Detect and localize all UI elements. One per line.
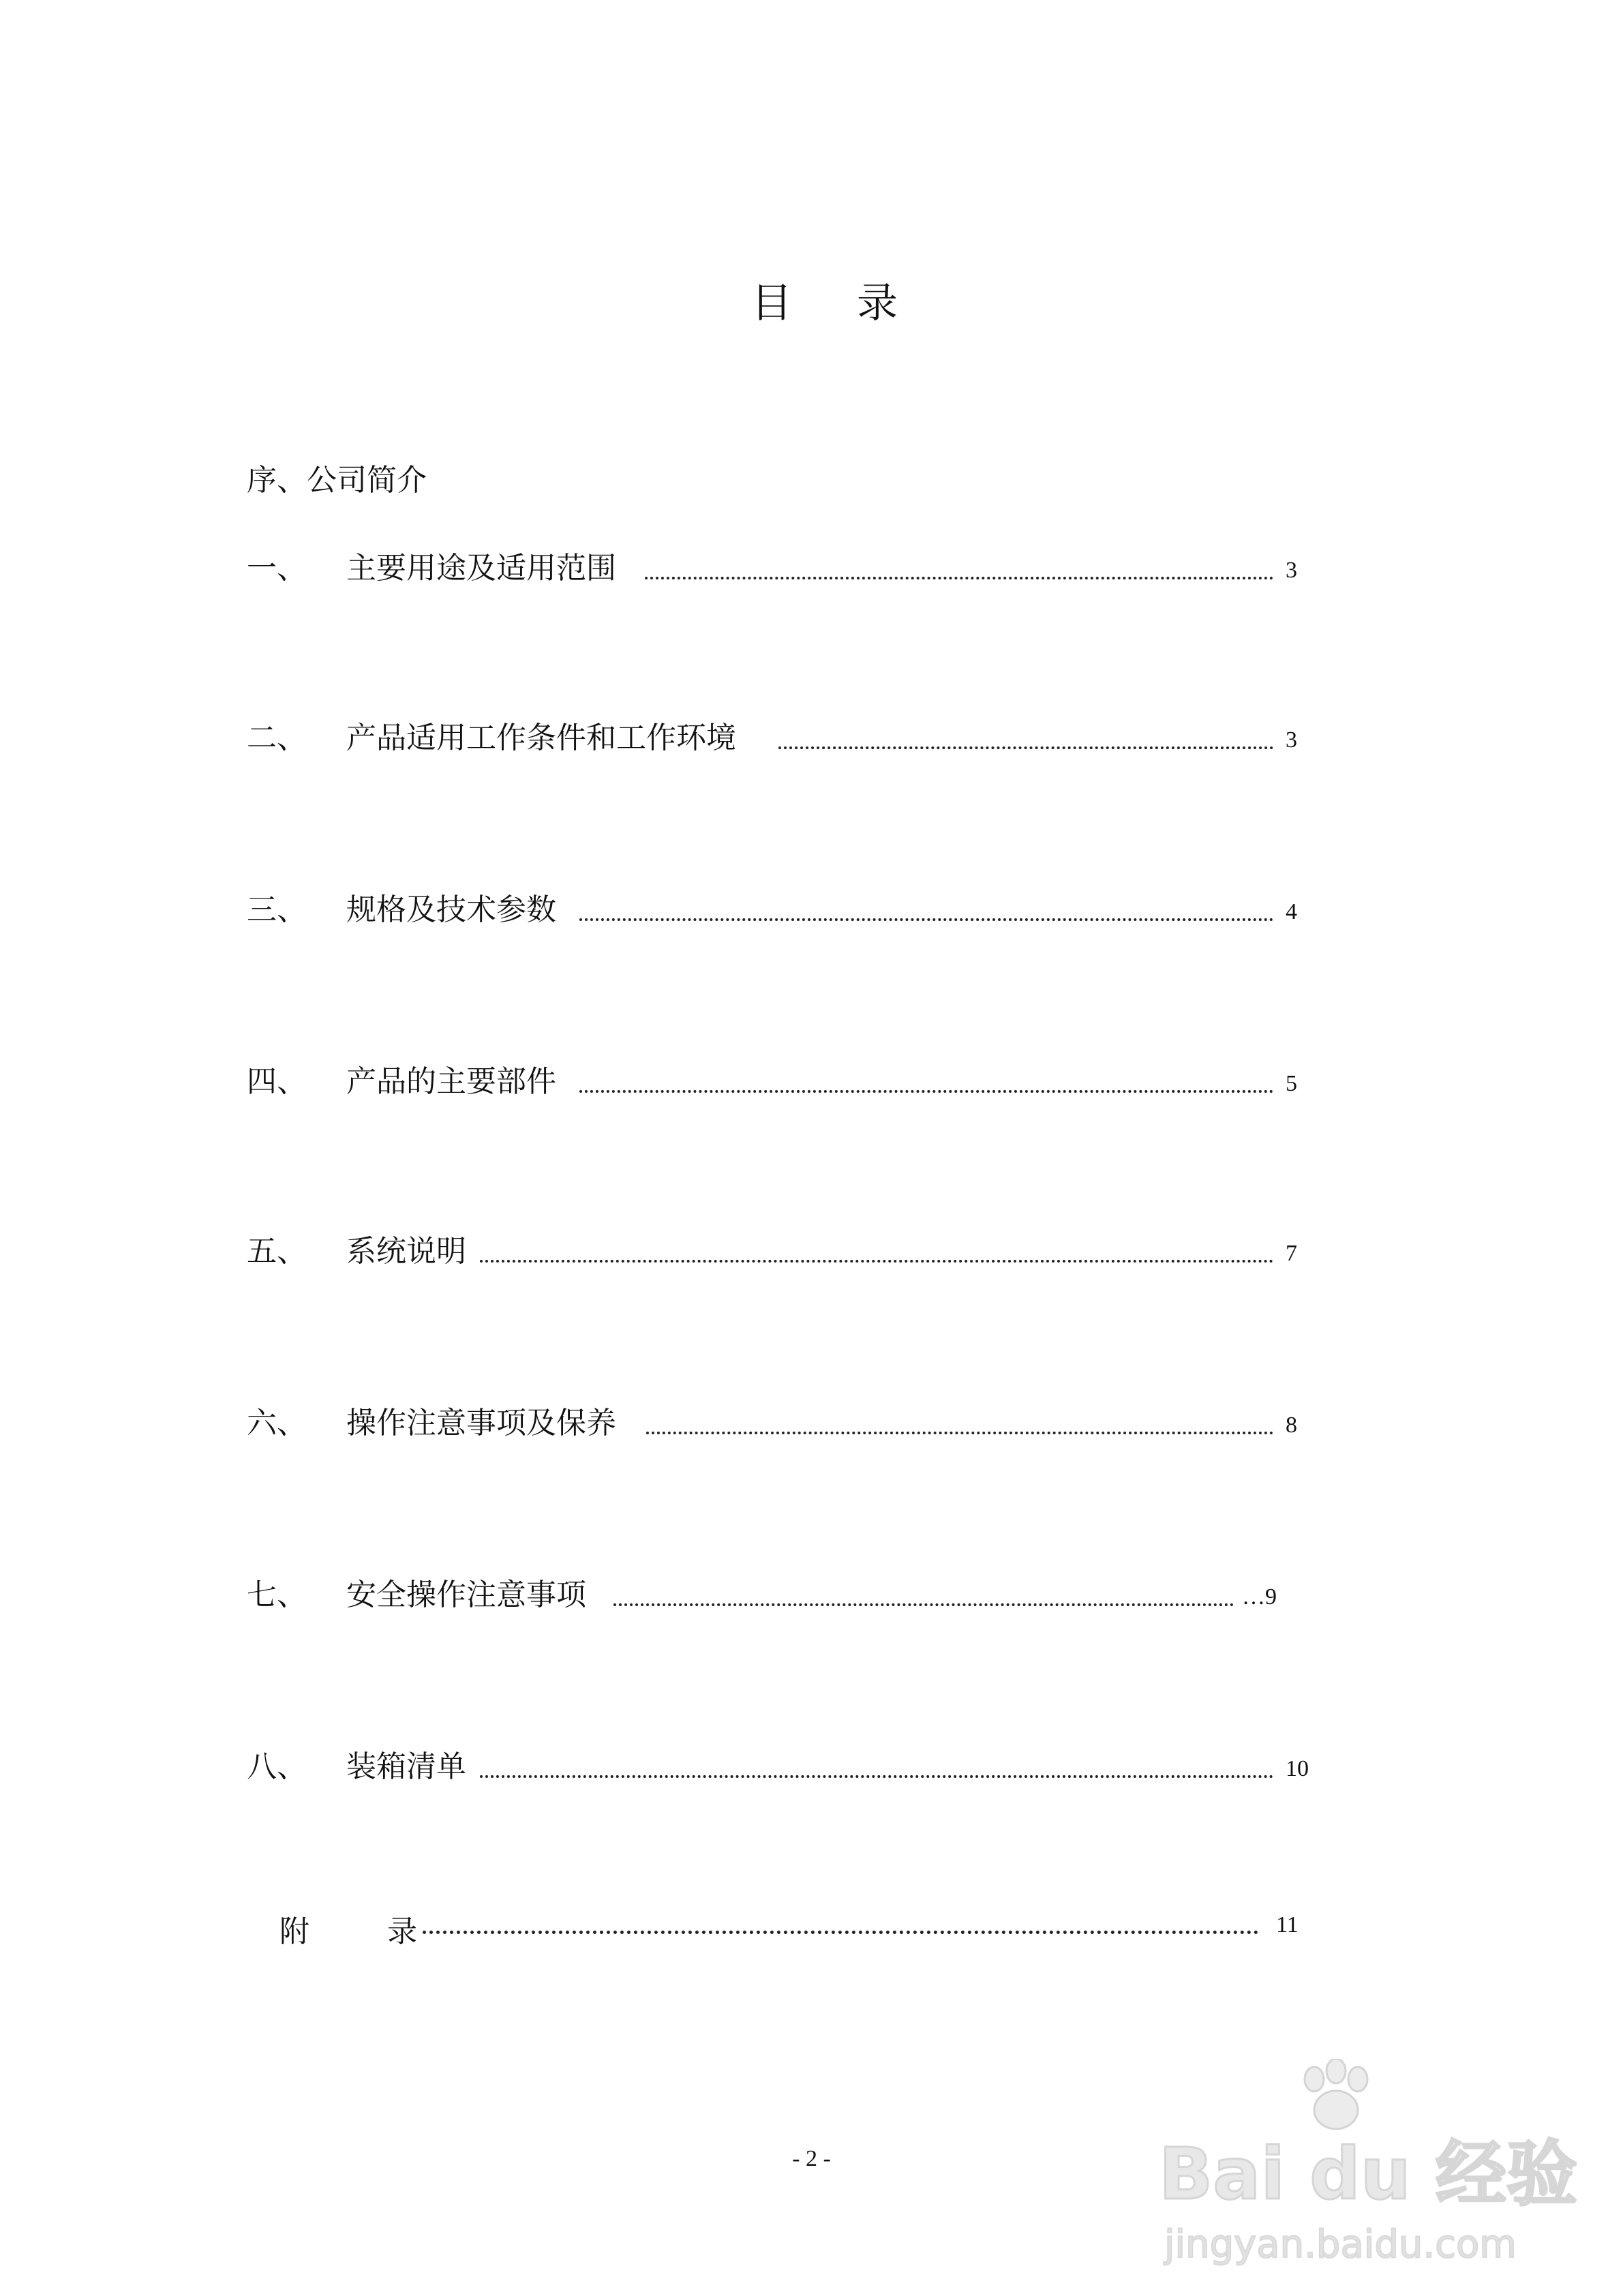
toc-number: 八、: [247, 1749, 307, 1784]
toc-page: 7: [1286, 1241, 1297, 1266]
toc-title: 操作注意事项及保养: [346, 1406, 616, 1440]
toc-number: 二、: [247, 721, 307, 755]
toc-row-appendix[interactable]: [279, 1907, 1316, 1948]
watermark-brand: Bai du 经验: [1159, 2132, 1577, 2216]
toc-number: 五、: [247, 1234, 307, 1269]
toc-row-4[interactable]: [247, 1064, 1310, 1108]
toc-title: 装箱清单: [346, 1749, 466, 1784]
dot-leader: [579, 918, 1273, 921]
toc-number: 三、: [247, 892, 307, 927]
toc-title: 产品适用工作条件和工作环境: [346, 721, 736, 755]
toc-title: 产品的主要部件: [346, 1064, 556, 1099]
page-number: - 2 -: [792, 2146, 831, 2171]
toc-title: 规格及技术参数: [346, 892, 556, 927]
dot-leader: [480, 1775, 1273, 1778]
page-title: 目 录: [750, 280, 924, 327]
toc-title: 主要用途及适用范围: [346, 551, 616, 586]
toc-title: 系统说明: [346, 1234, 466, 1269]
toc-page: 5: [1286, 1071, 1297, 1096]
toc-page: …9: [1242, 1584, 1277, 1610]
toc-page: 4: [1286, 899, 1297, 924]
toc-row-5[interactable]: [247, 1234, 1310, 1278]
dot-leader: [778, 746, 1273, 749]
toc-number: 四、: [247, 1064, 307, 1099]
toc-row-2[interactable]: [247, 723, 1310, 764]
dot-leader: [645, 577, 1273, 579]
dot-leader: [423, 1931, 1258, 1934]
toc-number: 七、: [247, 1577, 307, 1612]
dot-leader: [646, 1432, 1273, 1434]
toc-preface: 序、公司简介: [247, 463, 427, 498]
toc-row-3[interactable]: [247, 892, 1310, 936]
dot-leader: [480, 1260, 1273, 1263]
toc-page: 3: [1286, 558, 1297, 583]
toc-number: 一、: [247, 551, 307, 586]
toc-number: 六、: [247, 1406, 307, 1440]
watermark-url: jingyan.baidu.com: [1164, 2222, 1517, 2267]
toc-row-6[interactable]: [247, 1408, 1310, 1449]
toc-page: 3: [1286, 727, 1297, 753]
toc-page: 10: [1286, 1756, 1309, 1781]
toc-row-8[interactable]: [247, 1749, 1310, 1793]
toc-title: 安全操作注意事项: [346, 1577, 586, 1612]
dot-leader: [579, 1090, 1273, 1093]
toc-row-7[interactable]: [247, 1577, 1310, 1621]
dot-leader: [613, 1603, 1234, 1606]
baidu-watermark: [1152, 2052, 1577, 2277]
toc-row-1[interactable]: [247, 551, 1310, 594]
toc-page: 8: [1286, 1413, 1297, 1438]
appendix-label: 附 录: [279, 1914, 451, 1949]
toc-page: 11: [1276, 1912, 1299, 1937]
